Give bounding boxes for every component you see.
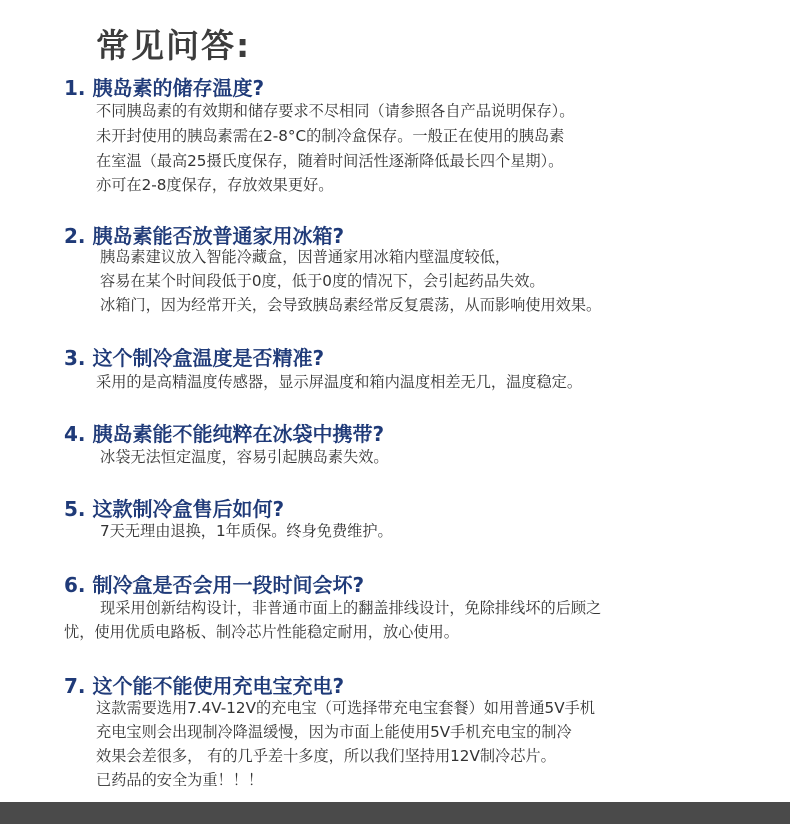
faq-answer-line: 7天无理由退换，1年质保。终身免费维护。 [100,522,393,540]
faq-question: 2. 胰岛素能否放普通家用冰箱? [64,224,345,248]
faq-answer-line: 采用的是高精温度传感器，显示屏温度和箱内温度相差无几，温度稳定。 [96,373,582,391]
faq-answer-line: 未开封使用的胰岛素需在2-8°C的制冷盒保存。一般正在使用的胰岛素 [96,127,565,145]
faq-question: 6. 制冷盒是否会用一段时间会坏? [64,573,365,597]
faq-answer-line: 这款需要选用7.4V-12V的充电宝（可选择带充电宝套餐）如用普通5V手机 [96,699,595,717]
faq-answer-line: 亦可在2-8度保存，存放效果更好。 [96,176,334,194]
faq-answer-line: 已药品的安全为重！！！ [96,771,264,789]
faq-question: 5. 这款制冷盒售后如何? [64,497,285,521]
faq-answer-line: 充电宝则会出现制冷降温缓慢，因为市面上能使用5V手机充电宝的制冷 [96,723,572,741]
faq-question: 4. 胰岛素能不能纯粹在冰袋中携带? [64,422,385,446]
faq-question: 3. 这个制冷盒温度是否精准? [64,346,325,370]
bottom-divider-bar [0,802,790,824]
faq-answer-line: 忧，使用优质电路板、制冷芯片性能稳定耐用，放心使用。 [64,623,459,641]
faq-answer-line: 冰袋无法恒定温度，容易引起胰岛素失效。 [100,448,389,466]
faq-answer-line: 在室温（最高25摄氏度保存，随着时间活性逐渐降低最长四个星期）。 [96,152,564,170]
faq-answer-line: 不同胰岛素的有效期和储存要求不尽相同（请参照各自产品说明保存）。 [96,102,575,120]
faq-answer-line: 效果会差很多， 有的几乎差十多度，所以我们坚持用12V制冷芯片。 [96,747,556,765]
faq-answer-line: 现采用创新结构设计，非普通市面上的翻盖排线设计，免除排线坏的后顾之 [100,599,602,617]
faq-question: 1. 胰岛素的储存温度? [64,76,265,100]
faq-answer-line: 胰岛素建议放入智能冷藏盒，因普通家用冰箱内壁温度较低， [100,248,511,266]
page-title: 常见问答: [96,26,252,65]
faq-answer-line: 容易在某个时间段低于0度，低于0度的情况下，会引起药品失效。 [100,272,545,290]
faq-question: 7. 这个能不能使用充电宝充电? [64,674,345,698]
faq-answer-line: 冰箱门，因为经常开关，会导致胰岛素经常反复震荡，从而影响使用效果。 [100,296,602,314]
